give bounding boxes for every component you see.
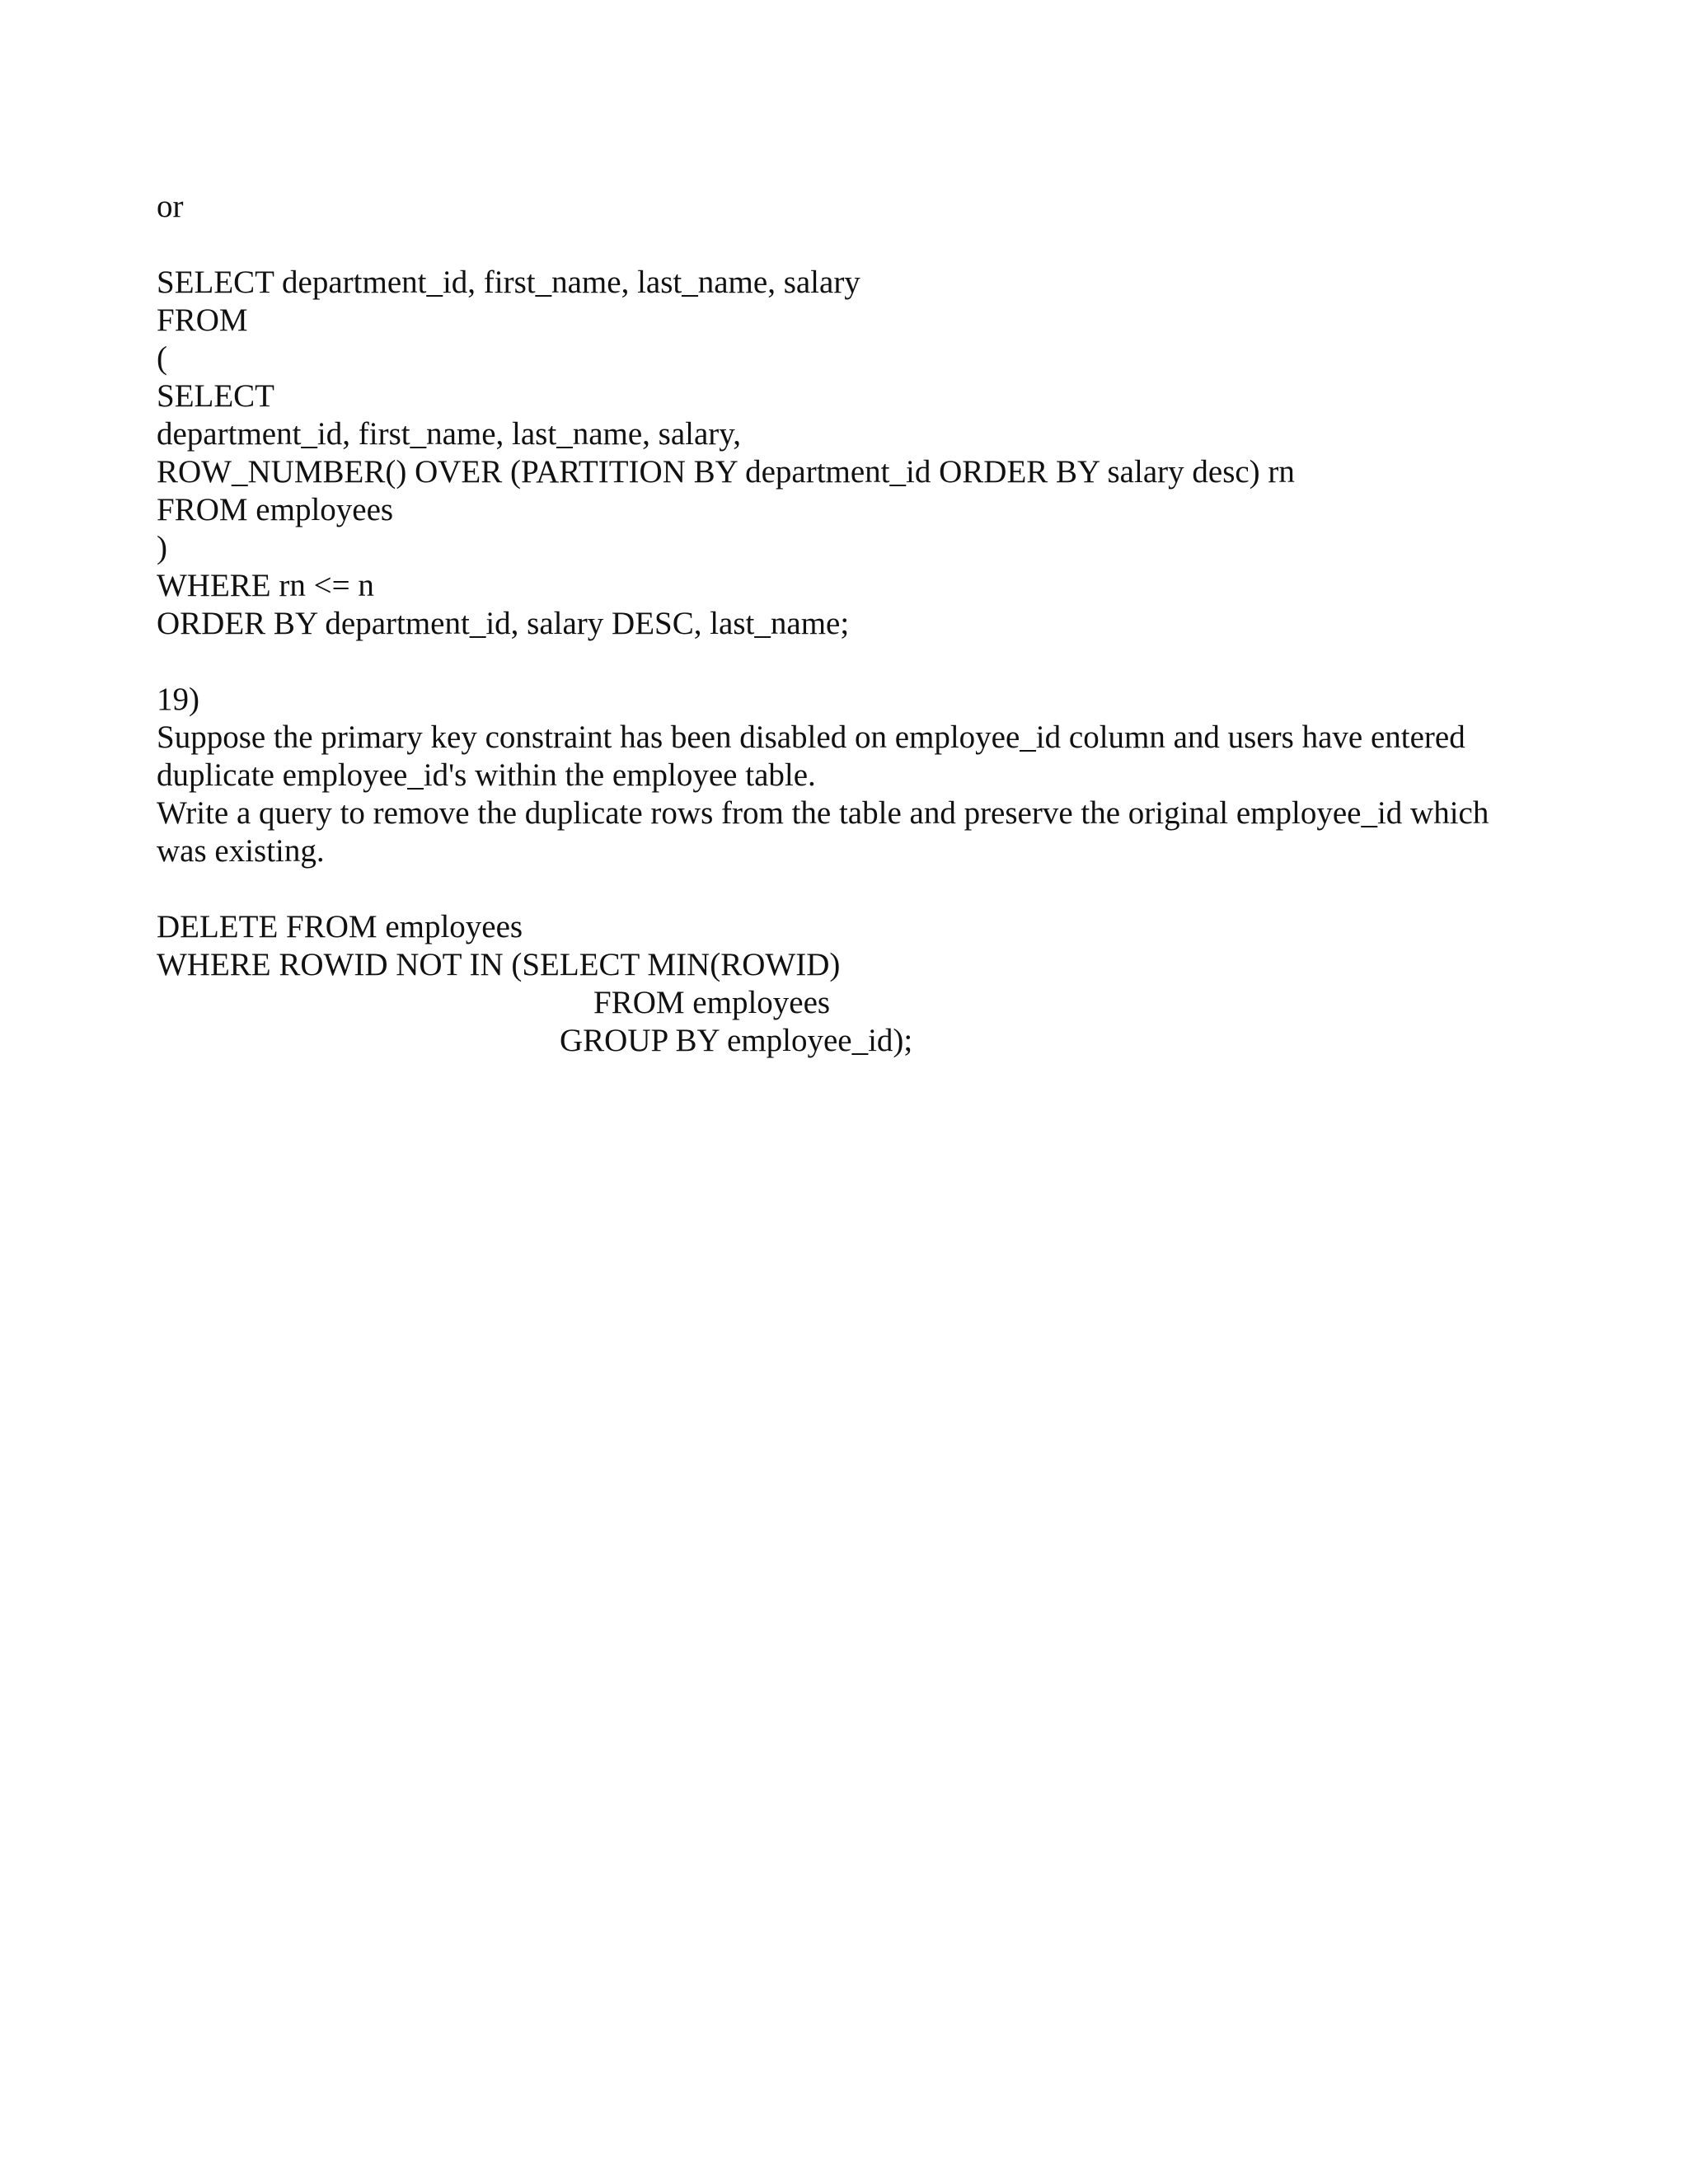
blank-line [157,643,1558,681]
sql-line: FROM employees [157,492,394,527]
question-text-line: was existing. [157,833,325,869]
question-number: 19) [157,682,199,717]
sql-query-top-n [157,264,1558,643]
sql-line: ( [157,340,167,376]
sql-line: FROM [157,302,248,338]
sql-query-delete-duplicates [157,908,1558,1060]
sql-line: SELECT department_id, first_name, last_name, salary [157,265,860,300]
sql-line: WHERE ROWID NOT IN (SELECT MIN(ROWID) [157,947,841,982]
sql-line: FROM employees [593,985,831,1020]
sql-line: SELECT [157,378,274,414]
sql-line: WHERE rn <= n [157,568,374,603]
question-19 [157,681,1558,870]
sql-line: ROW_NUMBER() OVER (PARTITION BY department_id ORDER BY salary desc) rn [157,454,1295,490]
blank-line [157,226,1558,264]
document-body [157,188,1558,1060]
sql-line: ORDER BY department_id, salary DESC, last_name; [157,606,850,641]
sql-line: GROUP BY employee_id); [560,1023,913,1058]
sql-line: ) [157,530,167,565]
question-text-line: Write a query to remove the duplicate rows from the table and preserve the original employee_id which [157,795,1489,831]
question-text-line: Suppose the primary key constraint has been disabled on employee_id column and users have entered [157,719,1465,755]
or-separator: or [157,189,184,224]
question-text-line: duplicate employee_id's within the employee table. [157,757,816,793]
blank-line [157,870,1558,908]
sql-line: DELETE FROM employees [157,909,523,944]
sql-line: department_id, first_name, last_name, salary, [157,416,741,452]
